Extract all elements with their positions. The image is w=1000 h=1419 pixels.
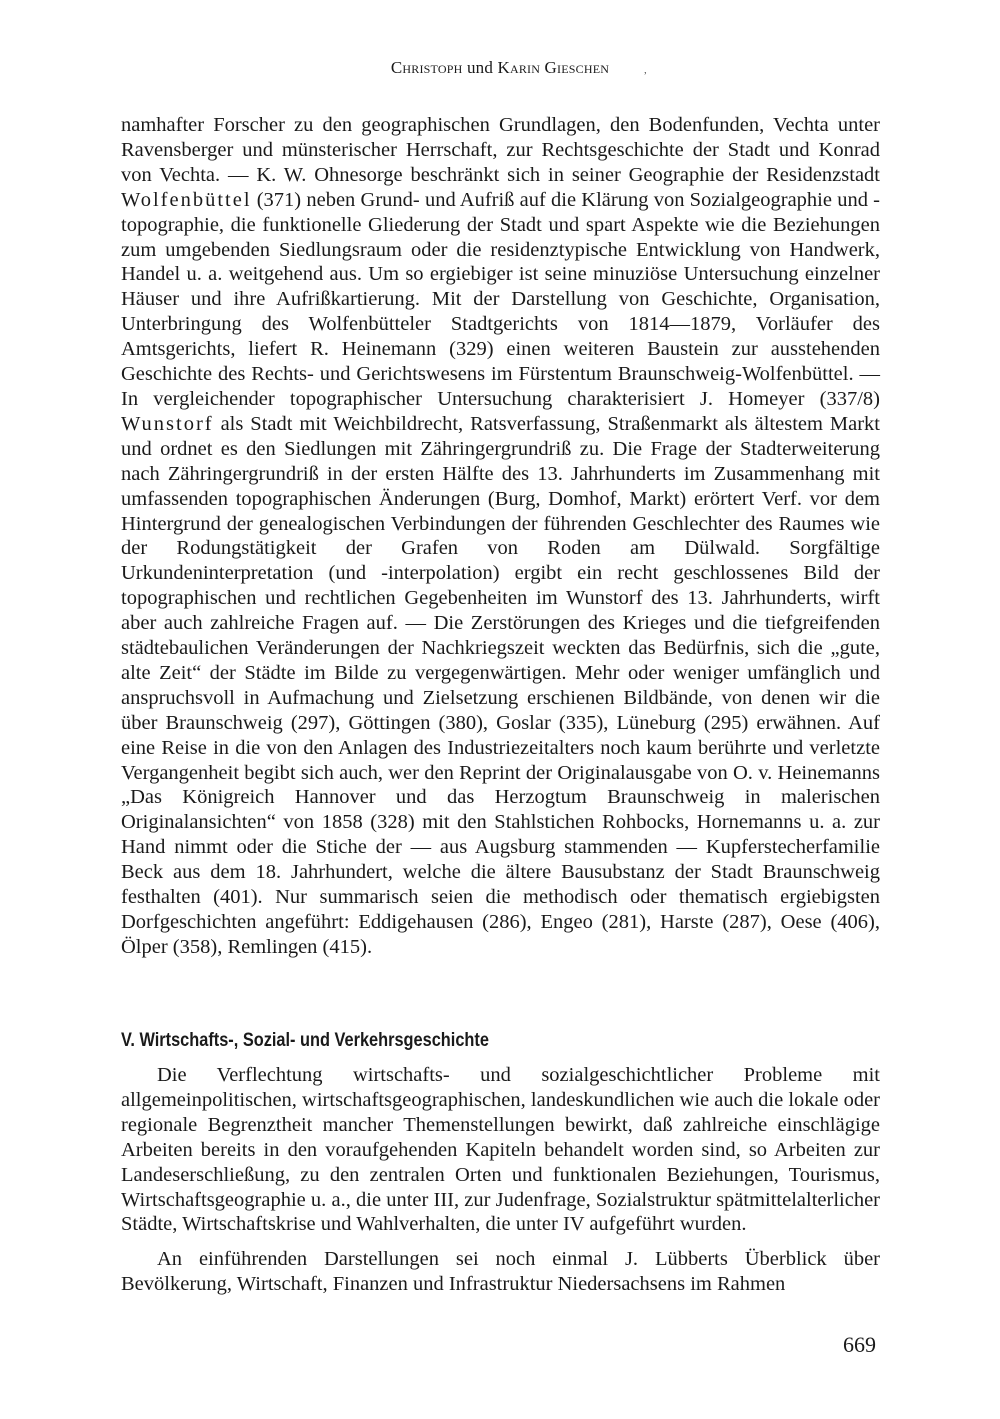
text-run: (371) neben Grund- und Aufriß auf die Klärung von Sozialgeographie und -topographie, die funktionelle Gliederung der Stadt und spart Aspekte wie die Beziehungen zum umgebenden Siedlungsraum oder die residenztypische Entwicklung von Handwerk, Handel u. a. weitgehend aus. Um so ergiebiger ist seine minuziöse Untersuchung einzelner Häuser und ihre Aufrißkartierung. Mit der Darstellung von Geschichte, Organisation, Unterbringung des Wolfenbütteler Stadtgerichts von 1814—1879, Vorläufer des Amtsgerichts, liefert R. Heinemann (329) einen weiteren Baustein zur ausstehenden Geschichte des Rechts- und Gerichtswesens im Fürstentum Braunschweig-Wolfenbüttel. — In vergleichender topographischer Untersuchung charakterisiert J. Homeyer (337/8) (121, 188, 880, 410)
section-paragraph: Die Verflechtung wirtschafts- und sozialgeschichtlicher Probleme mit allgemeinpolitischen, wirtschaftsgeographischen, landeskundlichen wie auch die lokale oder regionale Begrenztheit mancher Themenstellungen bewirkt, daß zahlreiche einschlägige Arbeiten bereits in den voraufgehenden Kapiteln behandelt worden sind, so Arbeiten zur Landeserschließung, zu den zentralen Orten und funktionalen Beziehungen, Tourismus, Wirtschaftsgeographie u. a., die unter III, zur Judenfrage, Sozialstruktur spätmittelalterlicher Städte, Wirtschaftskrise und Wahlverhalten, die unter IV aufgeführt wurden. (121, 1064, 880, 1236)
place-name-wunstorf: Wunstorf (121, 412, 214, 435)
body-paragraph (121, 113, 880, 960)
text-run: namhafter Forscher zu den geographischen Grundlagen, den Bodenfunden, Vechta unter Ravensberger und münsterischer Herrschaft, zur Rechtsgeschichte der Stadt und Konrad von Vechta. — K. W. Ohnesorge beschränkt sich in seiner Geographie der Residenzstadt (121, 114, 880, 186)
page-number: 669 (843, 1332, 876, 1357)
section-paragraph: An einführenden Darstellungen sei noch einmal J. Lübberts Überblick über Bevölkerung, Wirtschaft, Finanzen und Infrastruktur Niedersachsens im Rahmen (121, 1248, 880, 1296)
section-text (121, 1063, 880, 1297)
section-heading: V. Wirtschafts-, Sozial- und Verkehrsgeschichte (121, 1030, 489, 1051)
author-first: Christoph (390, 58, 463, 77)
running-head (0, 58, 1000, 78)
author-conjunction: und (466, 58, 494, 77)
text-run: als Stadt mit Weichbildrecht, Ratsverfassung, Straßenmarkt als ältestem Markt und ordnet es den Siedlungen mit Zähringergrundriß zu. Die Frage der Stadterweiterung nach Zähringergrundriß in der ersten Hälfte des 13. Jahrhunderts im Zusammenhang mit umfassenden topographischen Änderungen (Burg, Domhof, Markt) erörtert Verf. vor dem Hintergrund der genealogischen Verbindungen der führenden Geschlechter des Raumes wie der Rodungstätigkeit der Grafen von Roden am Dülwald. Sorgfältige Urkundeninterpretation (und -interpolation) ergibt ein recht geschlossenes Bild der topographischen und rechtlichen Gegebenheiten im Wunstorf des 13. Jahrhunderts, wirft aber auch zahlreiche Fragen auf. — Die Zerstörungen des Krieges und die tiefgreifenden städtebaulichen Veränderungen der Nachkriegszeit weckten das Bedürfnis, sich die „gute, alte Zeit“ der Städte im Bilde zu vergegenwärtigen. Mehr oder weniger umfänglich und anspruchsvoll in Aufmachung und Zielsetzung erschienen Bildbände, von denen wir die über Braunschweig (297), Göttingen (380), Goslar (335), Lüneburg (295) erwähnen. Auf eine Reise in die von den Anlagen des Industriezeitalters noch kaum berührte und verletzte Vergangenheit begibt sich auch, wer den Reprint der Originalausgabe von O. v. Heinemanns „Das Königreich Hannover und das Herzogtum Braunschweig in malerischen Originalansichten“ von 1858 (328) mit den Stahlstichen Rohbocks, Hornemanns u. a. zur Hand nimmt oder die Stiche der — aus Augsburg stammenden — Kupferstecherfamilie Beck aus dem 18. Jahrhundert, welche die ältere Bausubstanz der Stadt Braunschweig festhalten (401). Nur summarisch seien die methodisch oder thematisch ergiebigsten Dorfgeschichten angeführt: Eddigehausen (286), Engeo (281), Harste (287), Oese (406), Ölper (358), Remlingen (415). (121, 412, 880, 958)
place-name-wolfenbuettel: Wolfenbüttel (121, 188, 252, 211)
margin-mark: , (644, 64, 647, 76)
author-second: Karin Gieschen (497, 58, 610, 77)
main-text (121, 113, 880, 960)
